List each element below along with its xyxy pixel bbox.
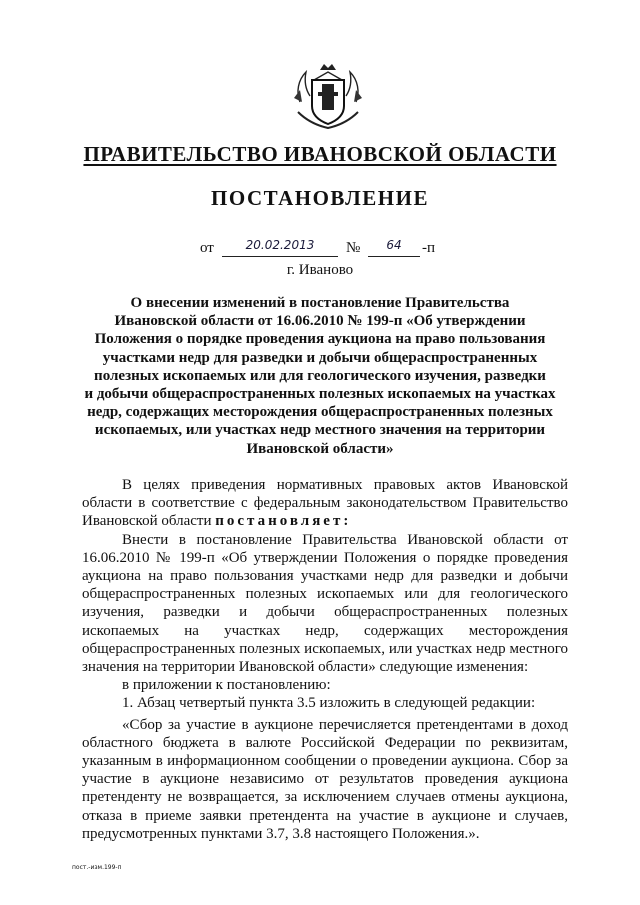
registration-line	[200, 238, 500, 260]
preamble-text: В целях приведения нормативных правовых актов Ивановской области в соответствие с федеральным законодательством Правительство Ивановской области	[82, 477, 568, 530]
document-subject	[80, 294, 560, 458]
date-prefix: от	[200, 240, 214, 256]
subject-line: Положения о порядке проведения аукциона на право пользования	[94, 331, 546, 348]
date-field: 20.02.2013	[222, 238, 338, 257]
number-field: 64	[368, 238, 420, 257]
document-body	[82, 476, 568, 843]
subject-line: полезных ископаемых или для геологического изучения, разведки	[94, 367, 546, 384]
new-wording-paragraph: «Сбор за участие в аукционе перечисляется претендентами в доход областного бюджета в валюте Российской Федерации по реквизитам, указанным в информационном сообщении о проведении аукциона. Сбор за участие в аукционе независимо от результатов проведения аукциона претенденту не возвращается, за исключением случаев отмены аукциона, отказа в приеме заявки претендента на участие в аукционе и случаев, предусмотренных пунктами 3.7, 3.8 настоящего Положения.».	[82, 716, 568, 842]
item-1-paragraph: 1. Абзац четвертый пункта 3.5 изложить в следующей редакции:	[122, 695, 536, 712]
document-type: ПОСТАНОВЛЕНИЕ	[211, 186, 429, 210]
footer-code: пост.-изм.199-п	[72, 864, 122, 871]
coat-of-arms-emblem	[290, 62, 366, 130]
organization-title	[0, 142, 640, 167]
subject-line: участками недр для разведки и добычи общераспространенных	[102, 349, 538, 366]
subject-line: Ивановской области от 16.06.2010 № 199-п «Об утверждении	[114, 313, 526, 330]
city: г. Иваново	[286, 262, 354, 278]
subject-line: Ивановской области»	[246, 440, 394, 457]
subject-line: недр, содержащих месторождения общераспространенных полезных	[87, 404, 553, 421]
resolves-word: постановляет:	[215, 513, 352, 530]
subject-line: и добычи общераспространенных полезных ископаемых на участках	[84, 386, 556, 403]
number-suffix: -п	[422, 240, 436, 256]
appendix-paragraph: в приложении к постановлению:	[122, 677, 331, 694]
subject-line: О внесении изменений в постановление Правительства	[130, 295, 510, 311]
organization-name: ПРАВИТЕЛЬСТВО ИВАНОВСКОЙ ОБЛАСТИ	[83, 142, 557, 166]
preamble-paragraph	[82, 476, 568, 531]
amendment-paragraph: Внести в постановление Правительства Ивановской области от 16.06.2010 № 199-п «Об утверждении Положения о порядке проведения аукциона на право пользования участками недр для разведки и добычи общераспространенных полезных ископаемых или для геологического изучения, разведки и добычи общераспространенных полезных ископаемых на участках недр, содержащих месторождения общераспространенных полезных ископаемых, или участках недр местного значения на территории Ивановской области» следующие изменения:	[82, 531, 568, 676]
number-prefix: №	[346, 240, 361, 256]
subject-line: ископаемых, или участках недр местного значения на территории	[94, 422, 546, 439]
